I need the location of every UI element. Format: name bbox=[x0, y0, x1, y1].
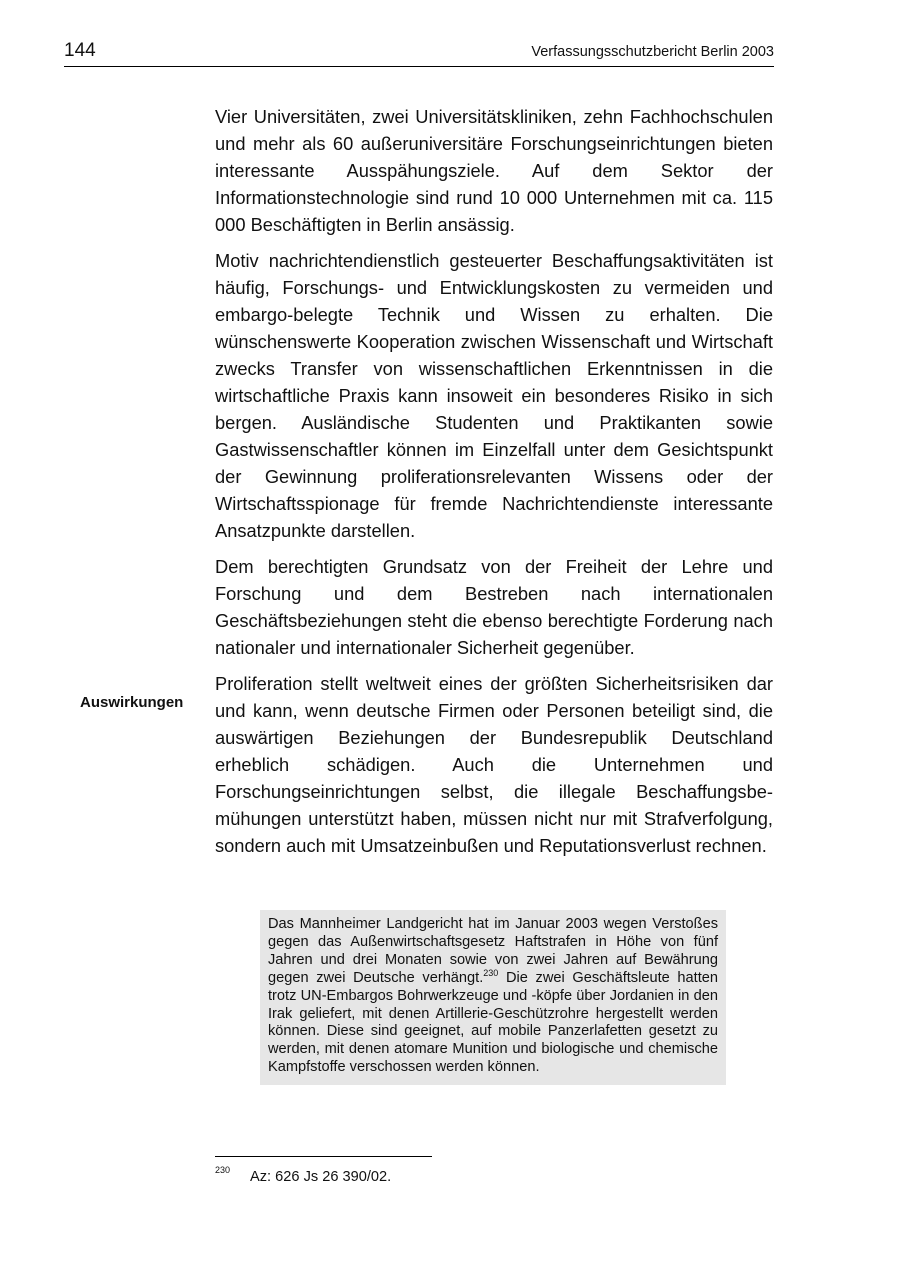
page-header bbox=[64, 40, 774, 67]
info-box-text-continued: Die zwei Geschäftsleute hatten trotz UN-Embargos Bohrwerkzeuge und -köpfe über Jordanien in den Irak geliefert, mit denen Artillerie-Geschützrohre hergestellt werden können. Diese sind geeignet, auf mobile Panzerlafetten gesetzt zu werden, mit denen atomare Munition und biologische und chemische Kampfstoffe verschossen werden können. bbox=[268, 969, 718, 1076]
footnote-text: Az: 626 Js 26 390/02. bbox=[250, 1169, 392, 1185]
paragraph: Dem berechtigten Grundsatz von der Freiheit der Lehre und Forschung und dem Bestreben nach internationalen Geschäftsbeziehungen steht die ebenso berechtigte Forderung nach nationaler und internationaler Sicherheit gegenüber. bbox=[215, 556, 773, 658]
running-title: Verfassungsschutzbericht Berlin 2003 bbox=[531, 44, 774, 60]
paragraph: Proliferation stellt weltweit eines der größten Sicherheitsrisiken dar und kann, wenn deutsche Firmen oder Personen beteiligt sind, die auswärtigen Beziehungen der Bundesrepublik Deutschland erheblich schädigen. Auch die Unternehmen und Forschungseinrichtungen selbst, die illegale Beschaffungsbemühungen unterstützt haben, müssen nicht nur mit Strafverfolgung, sondern auch mit Umsatzeinbußen und Reputationsverlust rechnen. bbox=[215, 673, 773, 856]
paragraph: Vier Universitäten, zwei Universitätskliniken, zehn Fachhochschulen und mehr als 60 außeruniversitäre Forschungseinrichtungen bieten interessante Ausspähungsziele. Auf dem Sektor der Informationstechnologie sind rund 10 000 Unternehmen mit ca. 115 000 Beschäftigten in Berlin ansässig. bbox=[215, 106, 773, 235]
info-box bbox=[260, 910, 726, 1085]
footnote bbox=[215, 1167, 391, 1183]
footnote-number: 230 bbox=[215, 1165, 231, 1175]
info-box-text: Das Mannheimer Landgericht hat im Januar 2003 wegen Verstoßes gegen das Außenwirtschaftsgesetz Haftstrafen in Höhe von fünf Jahren und drei Monaten sowie von zwei Jahren auf Bewährung gegen zwei Deutsche verhängt. bbox=[268, 916, 718, 986]
page-number: 144 bbox=[64, 40, 96, 61]
paragraph: Motiv nachrichtendienstlich gesteuerter Beschaffungsaktivitäten ist häufig, Forschungs- und Entwicklungskosten zu vermeiden und embargo-belegte Technik und Wissen zu erhalten. Die wünschenswerte Kooperation zwischen Wissenschaft und Wirtschaft zwecks Transfer von wissenschaftlichen Erkenntnissen in die wirtschaftliche Praxis kann insoweit ein besonderes Risiko in sich bergen. Ausländische Studenten und Praktikanten sowie Gastwissenschaftler können im Einzelfall unter dem Gesichtspunkt der Gewinnung proliferationsrelevanten Wissens oder der Wirtschaftsspionage für fremde Nachrichtendienste interessante Ansatzpunkte darstellen. bbox=[215, 250, 773, 541]
footnote-reference[interactable]: 230 bbox=[483, 967, 499, 978]
footnote-divider bbox=[215, 1156, 432, 1157]
margin-heading: Auswirkungen bbox=[80, 694, 184, 711]
body-text bbox=[215, 103, 773, 868]
